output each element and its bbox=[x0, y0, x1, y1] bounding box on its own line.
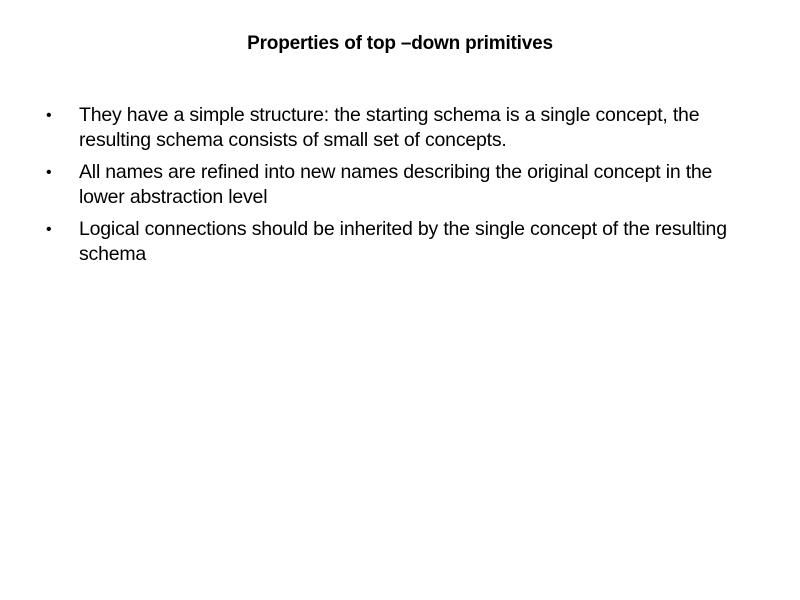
bullet-text: Logical connections should be inherited by the single concept of the resulting schema bbox=[79, 218, 727, 265]
bullet-marker: • bbox=[46, 107, 52, 124]
slide-title: Properties of top –down primitives bbox=[247, 33, 553, 54]
bullet-marker: • bbox=[46, 164, 52, 181]
bullet-item bbox=[0, 217, 800, 267]
bullet-text: They have a simple structure: the starting schema is a single concept, the resulting schema consists of small set of concepts. bbox=[79, 104, 700, 151]
bullet-item bbox=[0, 103, 800, 153]
bullet-text: All names are refined into new names describing the original concept in the lower abstraction level bbox=[79, 161, 713, 208]
bullet-list bbox=[0, 103, 800, 274]
bullet-marker: • bbox=[46, 221, 52, 238]
bullet-item bbox=[0, 160, 800, 210]
